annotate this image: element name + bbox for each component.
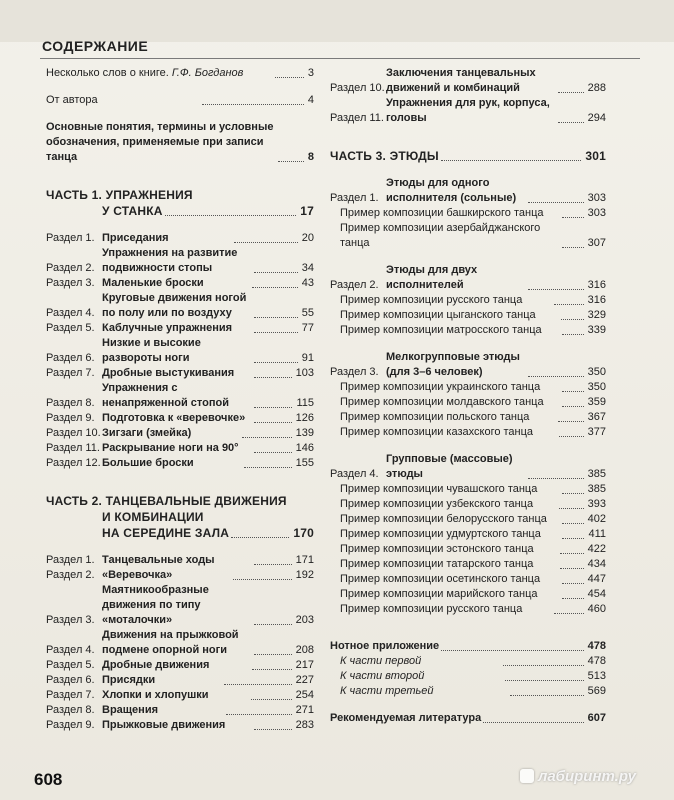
part1-section [46, 426, 314, 441]
leader-dots [559, 436, 583, 437]
section-number: Раздел 4. [46, 307, 95, 319]
appendix-item [330, 669, 606, 684]
entry-title: Вращения [102, 704, 159, 716]
page-ref: 20 [301, 232, 314, 244]
leader-dots [562, 391, 584, 392]
section-number: Раздел 2. [330, 279, 379, 291]
leader-dots [254, 272, 298, 273]
composition-item [330, 527, 606, 542]
entry-title: Хлопки и хлопушки [102, 689, 209, 701]
entry-title: Пример композиции цыганского танца [340, 309, 536, 321]
part1-section [46, 336, 314, 366]
page-number: 608 [34, 770, 63, 789]
header-band [0, 0, 674, 42]
part3-section [330, 263, 606, 293]
section-number: Раздел 5. [46, 659, 95, 671]
page-ref: 460 [587, 603, 606, 615]
entry-title: Подготовка к «веревочке» [102, 412, 246, 424]
leader-dots [254, 377, 292, 378]
section-number: Раздел 4. [330, 468, 379, 480]
section-number: Раздел 6. [46, 674, 95, 686]
entry-title: Танцевальные ходы [102, 554, 215, 566]
part2-section-list [46, 553, 314, 733]
section-number: Раздел 2. [46, 262, 95, 274]
leader-dots [562, 493, 584, 494]
entry-title: Зигзаги (змейка) [102, 427, 192, 439]
part2-section [46, 583, 314, 628]
leader-dots [562, 523, 584, 524]
entry-title: Маленькие броски [102, 277, 204, 289]
composition-item [330, 602, 606, 617]
part2-section [46, 718, 314, 733]
section-number: Раздел 3. [330, 366, 379, 378]
part2-section [330, 96, 606, 126]
leader-dots [562, 247, 584, 248]
right-column [330, 66, 606, 726]
part2-continued-list [330, 66, 606, 126]
leader-dots [254, 332, 298, 333]
leader-dots [254, 317, 298, 318]
section-number: Раздел 10. [330, 82, 385, 94]
leader-dots [254, 654, 292, 655]
page-ref: 192 [295, 569, 315, 581]
left-column [46, 66, 314, 733]
page-ref: 115 [296, 397, 314, 409]
page-ref: 227 [295, 674, 315, 686]
composition-item [330, 410, 606, 425]
leader-dots [554, 613, 584, 614]
section-number: Раздел 1. [330, 192, 379, 204]
composition-item [330, 323, 606, 338]
part2-section [46, 568, 314, 583]
page-ref: 155 [295, 457, 315, 469]
entry-title: Прыжковые движения [102, 719, 226, 731]
literature-entry: Рекомендуемая литература 607 [330, 712, 606, 724]
leader-dots [252, 669, 292, 670]
leader-dots [528, 478, 584, 479]
page-ref: 208 [295, 644, 314, 656]
entry-title: Дробные выстукивания [102, 367, 235, 379]
appendix-item [330, 654, 606, 669]
composition-item [330, 221, 606, 251]
entry-title: Заключения танцевальных движений и комбинаций [386, 67, 536, 94]
entry-title: Присядки [102, 674, 156, 686]
appendix-list [330, 654, 606, 699]
page-ref: 385 [587, 483, 607, 495]
entry-title: Пример композиции русского танца [340, 603, 523, 615]
entry-title: Упражнения для рук, корпуса, головы [386, 97, 550, 124]
page-ref: 350 [587, 381, 606, 393]
part2-section [46, 553, 314, 568]
section-number: Раздел 1. [46, 554, 95, 566]
page-ref: 359 [587, 396, 606, 408]
part1-section [46, 366, 314, 381]
page-ref: 447 [587, 573, 606, 585]
leader-dots [528, 202, 584, 203]
entry-title: Пример композиции осетинского танца [340, 573, 541, 585]
section-number: Раздел 5. [46, 322, 95, 334]
section-number: Раздел 8. [46, 704, 95, 716]
page-ref: 77 [301, 322, 314, 334]
part2-section [46, 688, 314, 703]
part2-section [46, 673, 314, 688]
part2-title: ЧАСТЬ 2. ТАНЦЕВАЛЬНЫЕ ДВИЖЕНИЯ [46, 494, 287, 508]
leader-dots [226, 714, 292, 715]
entry-title: Мелкогрупповые этюды (для 3–6 человек) [386, 351, 520, 378]
entry-title: Каблучные упражнения [102, 322, 233, 334]
entry-title: Упражнения на развитие подвижности стопы [102, 247, 238, 274]
entry-title: К части второй [340, 670, 425, 682]
entry-title: Дробные движения [102, 659, 210, 671]
section-number: Раздел 11. [330, 112, 384, 124]
leader-dots [503, 665, 583, 666]
entry-title: Пример композиции татарского танца [340, 558, 534, 570]
page-ref: 367 [587, 411, 607, 423]
composition-item [330, 395, 606, 410]
entry-title: Низкие и высокие развороты ноги [102, 337, 201, 364]
leader-dots [562, 583, 584, 584]
composition-item [330, 497, 606, 512]
entry-title: Большие броски [102, 457, 194, 469]
page-ref: 55 [301, 307, 314, 319]
part3-section [330, 452, 606, 482]
part1-section [46, 381, 314, 411]
leader-dots [254, 422, 292, 423]
page-ref: 126 [295, 412, 314, 424]
page-ref: 103 [295, 367, 314, 379]
page-ref: 385 [587, 468, 606, 480]
leader-dots [558, 122, 584, 123]
entry-title: Пример композиции узбекского танца [340, 498, 534, 510]
composition-item [330, 308, 606, 323]
page-ref: 434 [587, 558, 606, 570]
part1-section-list [46, 231, 314, 471]
page-ref: 139 [295, 427, 315, 439]
entry-title: Приседания [102, 232, 169, 244]
leader-dots [254, 362, 298, 363]
composition-item [330, 482, 606, 497]
part2-title-line3: НА СЕРЕДИНЕ ЗАЛА 170 [102, 526, 314, 540]
page-ref: 329 [587, 309, 607, 321]
leader-dots [558, 92, 584, 93]
entry-title: Пример композиции польского танца [340, 411, 530, 423]
page-ref: 294 [587, 112, 606, 124]
section-number: Раздел 3. [46, 614, 95, 626]
page-ref: 513 [587, 670, 606, 682]
section-number: Раздел 9. [46, 719, 95, 731]
toc-entry-intro-2: От автора 4 [46, 94, 315, 106]
leader-dots [242, 437, 291, 438]
page-ref: 43 [301, 277, 315, 289]
section-number: Раздел 11. [46, 442, 100, 454]
page-ref: 303 [587, 192, 606, 204]
page-ref: 217 [295, 659, 314, 671]
title-rule [40, 58, 640, 59]
part3-section [330, 350, 606, 380]
page-ref: 316 [587, 294, 606, 306]
leader-dots [254, 564, 292, 565]
entry-title: Пример композиции русского танца [340, 294, 523, 306]
composition-item [330, 425, 606, 440]
entry-title: Этюды для двух исполнителей [386, 264, 478, 291]
page-ref: 393 [587, 498, 606, 510]
entry-title: Раскрывание ноги на 90° [102, 442, 239, 454]
leader-dots [224, 684, 291, 685]
part1-section [46, 231, 314, 246]
part3-title: ЧАСТЬ 3. ЭТЮДЫ 301 [330, 149, 606, 163]
leader-dots [234, 242, 298, 243]
part1-section [46, 441, 314, 456]
page-ref: 34 [301, 262, 314, 274]
part1-section [46, 456, 314, 471]
composition-item [330, 512, 606, 527]
part1-section [46, 411, 314, 426]
part1-section [46, 246, 314, 276]
entry-title: Круговые движения ногой по полу или по воздуху [102, 292, 247, 319]
leader-dots [528, 376, 584, 377]
page-ref: 377 [587, 426, 606, 438]
page-ref: 316 [587, 279, 606, 291]
page-ref: 454 [587, 588, 606, 600]
leader-dots [505, 680, 584, 681]
part2-section [46, 658, 314, 673]
composition-item [330, 380, 606, 395]
part1-title-line2: У СТАНКА 17 [102, 204, 314, 218]
leader-dots [562, 406, 584, 407]
part2-section [46, 703, 314, 718]
leader-dots [244, 467, 292, 468]
page-ref: 146 [295, 442, 314, 454]
entry-title: Пример композиции чувашского танца [340, 483, 538, 495]
page-ref: 303 [587, 207, 606, 219]
page-ref: 288 [587, 82, 606, 94]
section-number: Раздел 9. [46, 412, 95, 424]
section-number: Раздел 3. [46, 277, 95, 289]
entry-title: Пример композиции азербайджанского танца [340, 222, 541, 249]
entry-title: К части первой [340, 655, 422, 667]
section-number: Раздел 7. [46, 689, 95, 701]
page-ref: 350 [587, 366, 606, 378]
entry-title: К части третьей [340, 685, 434, 697]
section-number: Раздел 7. [46, 367, 95, 379]
leader-dots [558, 421, 584, 422]
labirint-logo-icon [520, 769, 534, 783]
leader-dots [562, 217, 584, 218]
page-ref: 307 [587, 237, 606, 249]
page-ref: 422 [587, 543, 606, 555]
composition-item [330, 557, 606, 572]
entry-title: Упражнения с ненапряженной стопой [102, 382, 229, 409]
section-number: Раздел 6. [46, 352, 95, 364]
part2-title-line2: И КОМБИНАЦИИ [102, 510, 204, 524]
page-ref: 171 [295, 554, 314, 566]
composition-item [330, 206, 606, 221]
entry-title: Групповые (массовые) этюды [386, 453, 513, 480]
part1-section [46, 276, 314, 291]
leader-dots [252, 287, 298, 288]
section-number: Раздел 12. [46, 457, 101, 469]
leader-dots [562, 334, 584, 335]
part3-section [330, 176, 606, 206]
part1-title: ЧАСТЬ 1. УПРАЖНЕНИЯ [46, 188, 193, 202]
entry-title: Пример композиции украинского танца [340, 381, 541, 393]
toc-entry-intro-3: Основные понятия, термины и условные обозначения, применяемые при записи танца 8 [46, 121, 314, 163]
leader-dots [254, 729, 292, 730]
entry-title: Пример композиции молдавского танца [340, 396, 544, 408]
part1-section [46, 291, 314, 321]
part1-section [46, 321, 314, 336]
page-ref: 283 [295, 719, 314, 731]
part2-section [46, 628, 314, 658]
leader-dots [233, 579, 292, 580]
toc-entry-intro-1: Несколько слов о книге. Г.Ф. Богданов 3 [46, 67, 315, 79]
watermark: лабиринт.ру [520, 768, 636, 785]
composition-item [330, 587, 606, 602]
leader-dots [561, 319, 584, 320]
composition-item [330, 542, 606, 557]
section-title: СОДЕРЖАНИЕ [42, 38, 149, 54]
composition-item [330, 293, 606, 308]
leader-dots [560, 553, 584, 554]
page-ref: 254 [295, 689, 315, 701]
part3-section-list [330, 176, 606, 617]
section-number: Раздел 8. [46, 397, 95, 409]
composition-item [330, 572, 606, 587]
entry-title: Маятникообразные движения по типу «моталочки» [102, 584, 209, 626]
leader-dots [510, 695, 584, 696]
entry-title: «Веревочка» [102, 569, 173, 581]
section-number: Раздел 2. [46, 569, 95, 581]
page-ref: 569 [587, 685, 607, 697]
leader-dots [562, 538, 584, 539]
page-ref: 411 [588, 528, 606, 540]
leader-dots [560, 568, 584, 569]
leader-dots [254, 624, 292, 625]
page-ref: 478 [587, 655, 607, 667]
entry-title: Пример композиции удмуртского танца [340, 528, 541, 540]
appendix-title: Нотное приложение 478 [330, 640, 606, 652]
entry-title: Пример композиции башкирского танца [340, 207, 544, 219]
leader-dots [554, 304, 584, 305]
leader-dots [559, 508, 583, 509]
leader-dots [251, 699, 292, 700]
section-number: Раздел 1. [46, 232, 95, 244]
page-ref: 91 [301, 352, 314, 364]
appendix-item [330, 684, 606, 699]
part2-section [330, 66, 606, 96]
entry-title: Пример композиции белорусского танца [340, 513, 547, 525]
entry-title: Пример композиции казахского танца [340, 426, 534, 438]
section-number: Раздел 4. [46, 644, 95, 656]
page-ref: 402 [587, 513, 606, 525]
entry-title: Пример композиции матросского танца [340, 324, 542, 336]
section-number: Раздел 10. [46, 427, 101, 439]
entry-title: Этюды для одного исполнителя (сольные) [386, 177, 517, 204]
page-ref: 271 [295, 704, 314, 716]
page-ref: 203 [295, 614, 314, 626]
leader-dots [254, 407, 292, 408]
entry-title: Движения на прыжковой подмене опорной ноги [102, 629, 239, 656]
page-ref: 339 [587, 324, 606, 336]
entry-title: Пример композиции марийского танца [340, 588, 538, 600]
leader-dots [528, 289, 584, 290]
leader-dots [562, 598, 584, 599]
leader-dots [254, 452, 292, 453]
entry-title: Пример композиции эстонского танца [340, 543, 534, 555]
